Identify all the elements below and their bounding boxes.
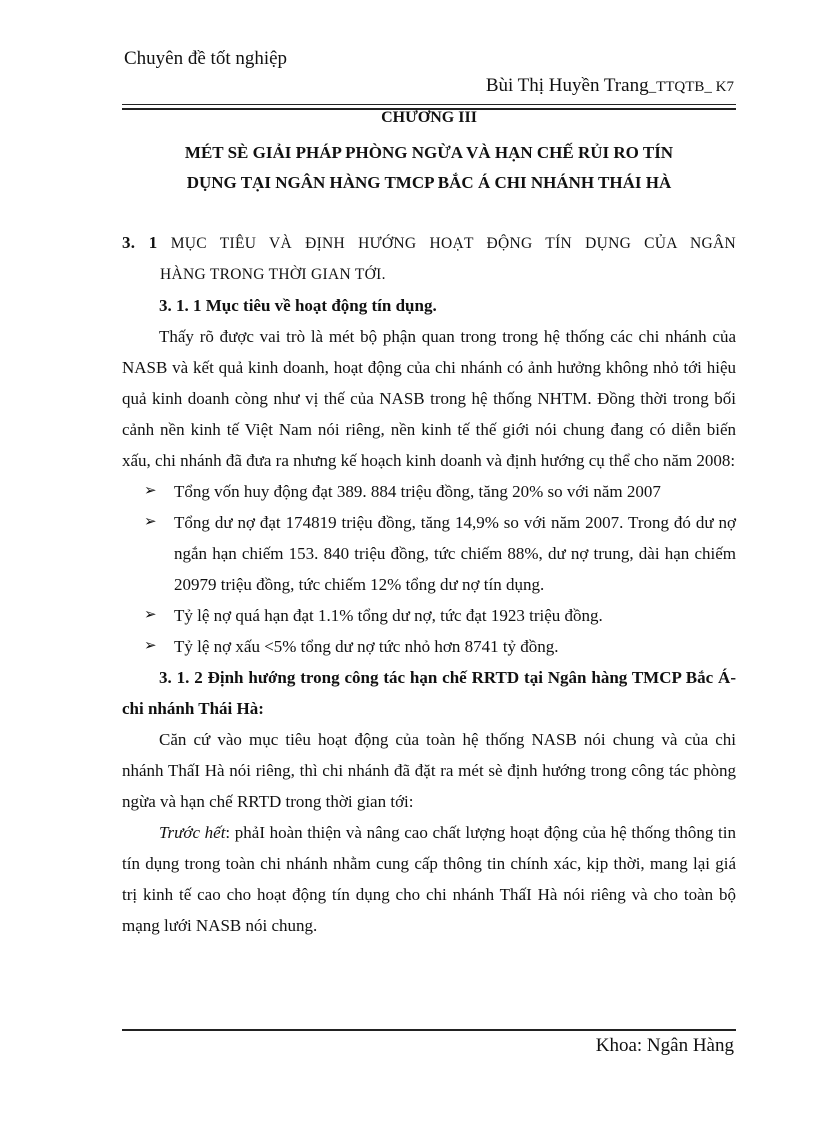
bullet-item bbox=[122, 507, 736, 600]
bullet-text: Tổng vốn huy động đạt 389. 884 triệu đồng, tăng 20% so với năm 2007 bbox=[174, 482, 661, 501]
section-number: 3. 1 bbox=[122, 233, 158, 252]
header-document-type: Chuyên đề tốt nghiệp bbox=[124, 48, 288, 69]
goals-bullet-list bbox=[122, 476, 736, 662]
chapter-title-line2: DỤNG TẠI NGÂN HÀNG TMCP BẮC Á CHI NHÁNH THÁI HÀ bbox=[186, 173, 672, 192]
arrow-bullet-icon: ➢ bbox=[144, 638, 157, 654]
arrow-bullet-icon: ➢ bbox=[144, 607, 157, 623]
subsection-heading-3-1-2: 3. 1. 2 Định hướng trong công tác hạn chế RRTD tại Ngân hàng TMCP Bắc Á- chi nhánh Thái Hà: bbox=[122, 668, 736, 718]
bullet-item bbox=[122, 476, 736, 507]
footer-rule bbox=[122, 1029, 736, 1031]
paragraph-rest: : phảI hoàn thiện và nâng cao chất lượng hoạt động của hệ thống thông tin tín dụng trong toàn chi nhánh nhằm cung cấp thông tin chính xác, kịp thời, mang lại giá trị kinh tế cao cho hoạt động tín dụng cho chi nhánh ThấI Hà nói riêng và cho toàn bộ mạng lưới NASB nói chung. bbox=[122, 823, 736, 935]
subsection-heading-3-1-1: 3. 1. 1 Mục tiêu về hoạt động tín dụng. bbox=[159, 296, 437, 315]
bullet-text: Tỷ lệ nợ quá hạn đạt 1.1% tổng dư nợ, tức đạt 1923 triệu đồng. bbox=[174, 606, 603, 625]
arrow-bullet-icon: ➢ bbox=[144, 483, 157, 499]
bullet-text: Tỷ lệ nợ xấu <5% tổng dư nợ tức nhỏ hơn 8741 tỷ đồng. bbox=[174, 637, 559, 656]
chapter-label: CHƯƠNG III bbox=[381, 109, 477, 126]
section-title-line1: MỤC TIÊU VÀ ĐỊNH HƯỚNG HOẠT ĐỘNG TÍN DỤNG CỦA NGÂN bbox=[170, 235, 736, 252]
chapter-title bbox=[122, 138, 736, 198]
paragraph-goals: Thấy rõ được vai trò là mét bộ phận quan trong trong hệ thống các chi nhánh của NASB và kết quả kinh doanh, hoạt động của chi nhánh có ảnh hưởng không nhỏ tới hiệu quả kinh doanh còng như vị thế của NASB trong hệ thống NHTM. Đồng thời trong bối cảnh nền kinh tế Việt Nam nói riêng, nền kinh tế thế giới nói chung đang có diễn biến xấu, chi nhánh đã đưa ra nhưng kế hoạch kinh doanh và định hướng cụ thể cho năm 2008: bbox=[122, 327, 736, 470]
footer-department: Khoa: Ngân Hàng bbox=[595, 1035, 734, 1056]
paragraph-orientation: Căn cứ vào mục tiêu hoạt động của toàn hệ thống NASB nói chung và của chi nhánh ThấI Hà nói riêng, thì chi nhánh đã đặt ra mét sè định hướng trong công tác phòng ngừa và hạn chế RRTD trong thời gian tới: bbox=[122, 730, 736, 811]
chapter-title-line1: MÉT SÈ GIẢI PHÁP PHÒNG NGỪA VÀ HẠN CHẾ RỦI RO TÍN bbox=[184, 143, 674, 162]
bullet-item bbox=[122, 600, 736, 631]
class-code: _TTQTB_ K7 bbox=[648, 79, 734, 95]
section-title-line2: HÀNG TRONG THỜI GIAN TỚI. bbox=[160, 266, 386, 283]
lead-word: Trước hết bbox=[159, 823, 226, 842]
arrow-bullet-icon: ➢ bbox=[144, 514, 157, 530]
document-body bbox=[122, 227, 736, 941]
paragraph-first-step bbox=[122, 817, 736, 941]
header-author bbox=[486, 75, 734, 97]
bullet-text: Tổng dư nợ đạt 174819 triệu đồng, tăng 14,9% so với năm 2007. Trong đó dư nợ ngắn hạn chiếm 153. 840 triệu đồng, tức chiếm 88%, dư nợ trung, dài hạn chiếm 20979 triệu đồng, tức chiếm 12% tổng dư nợ tín dụng. bbox=[174, 513, 736, 594]
section-heading-3-1 bbox=[122, 227, 736, 259]
bullet-item bbox=[122, 631, 736, 662]
header-rule-thin bbox=[122, 104, 736, 105]
author-name: Bùi Thị Huyền Trang bbox=[485, 75, 649, 96]
